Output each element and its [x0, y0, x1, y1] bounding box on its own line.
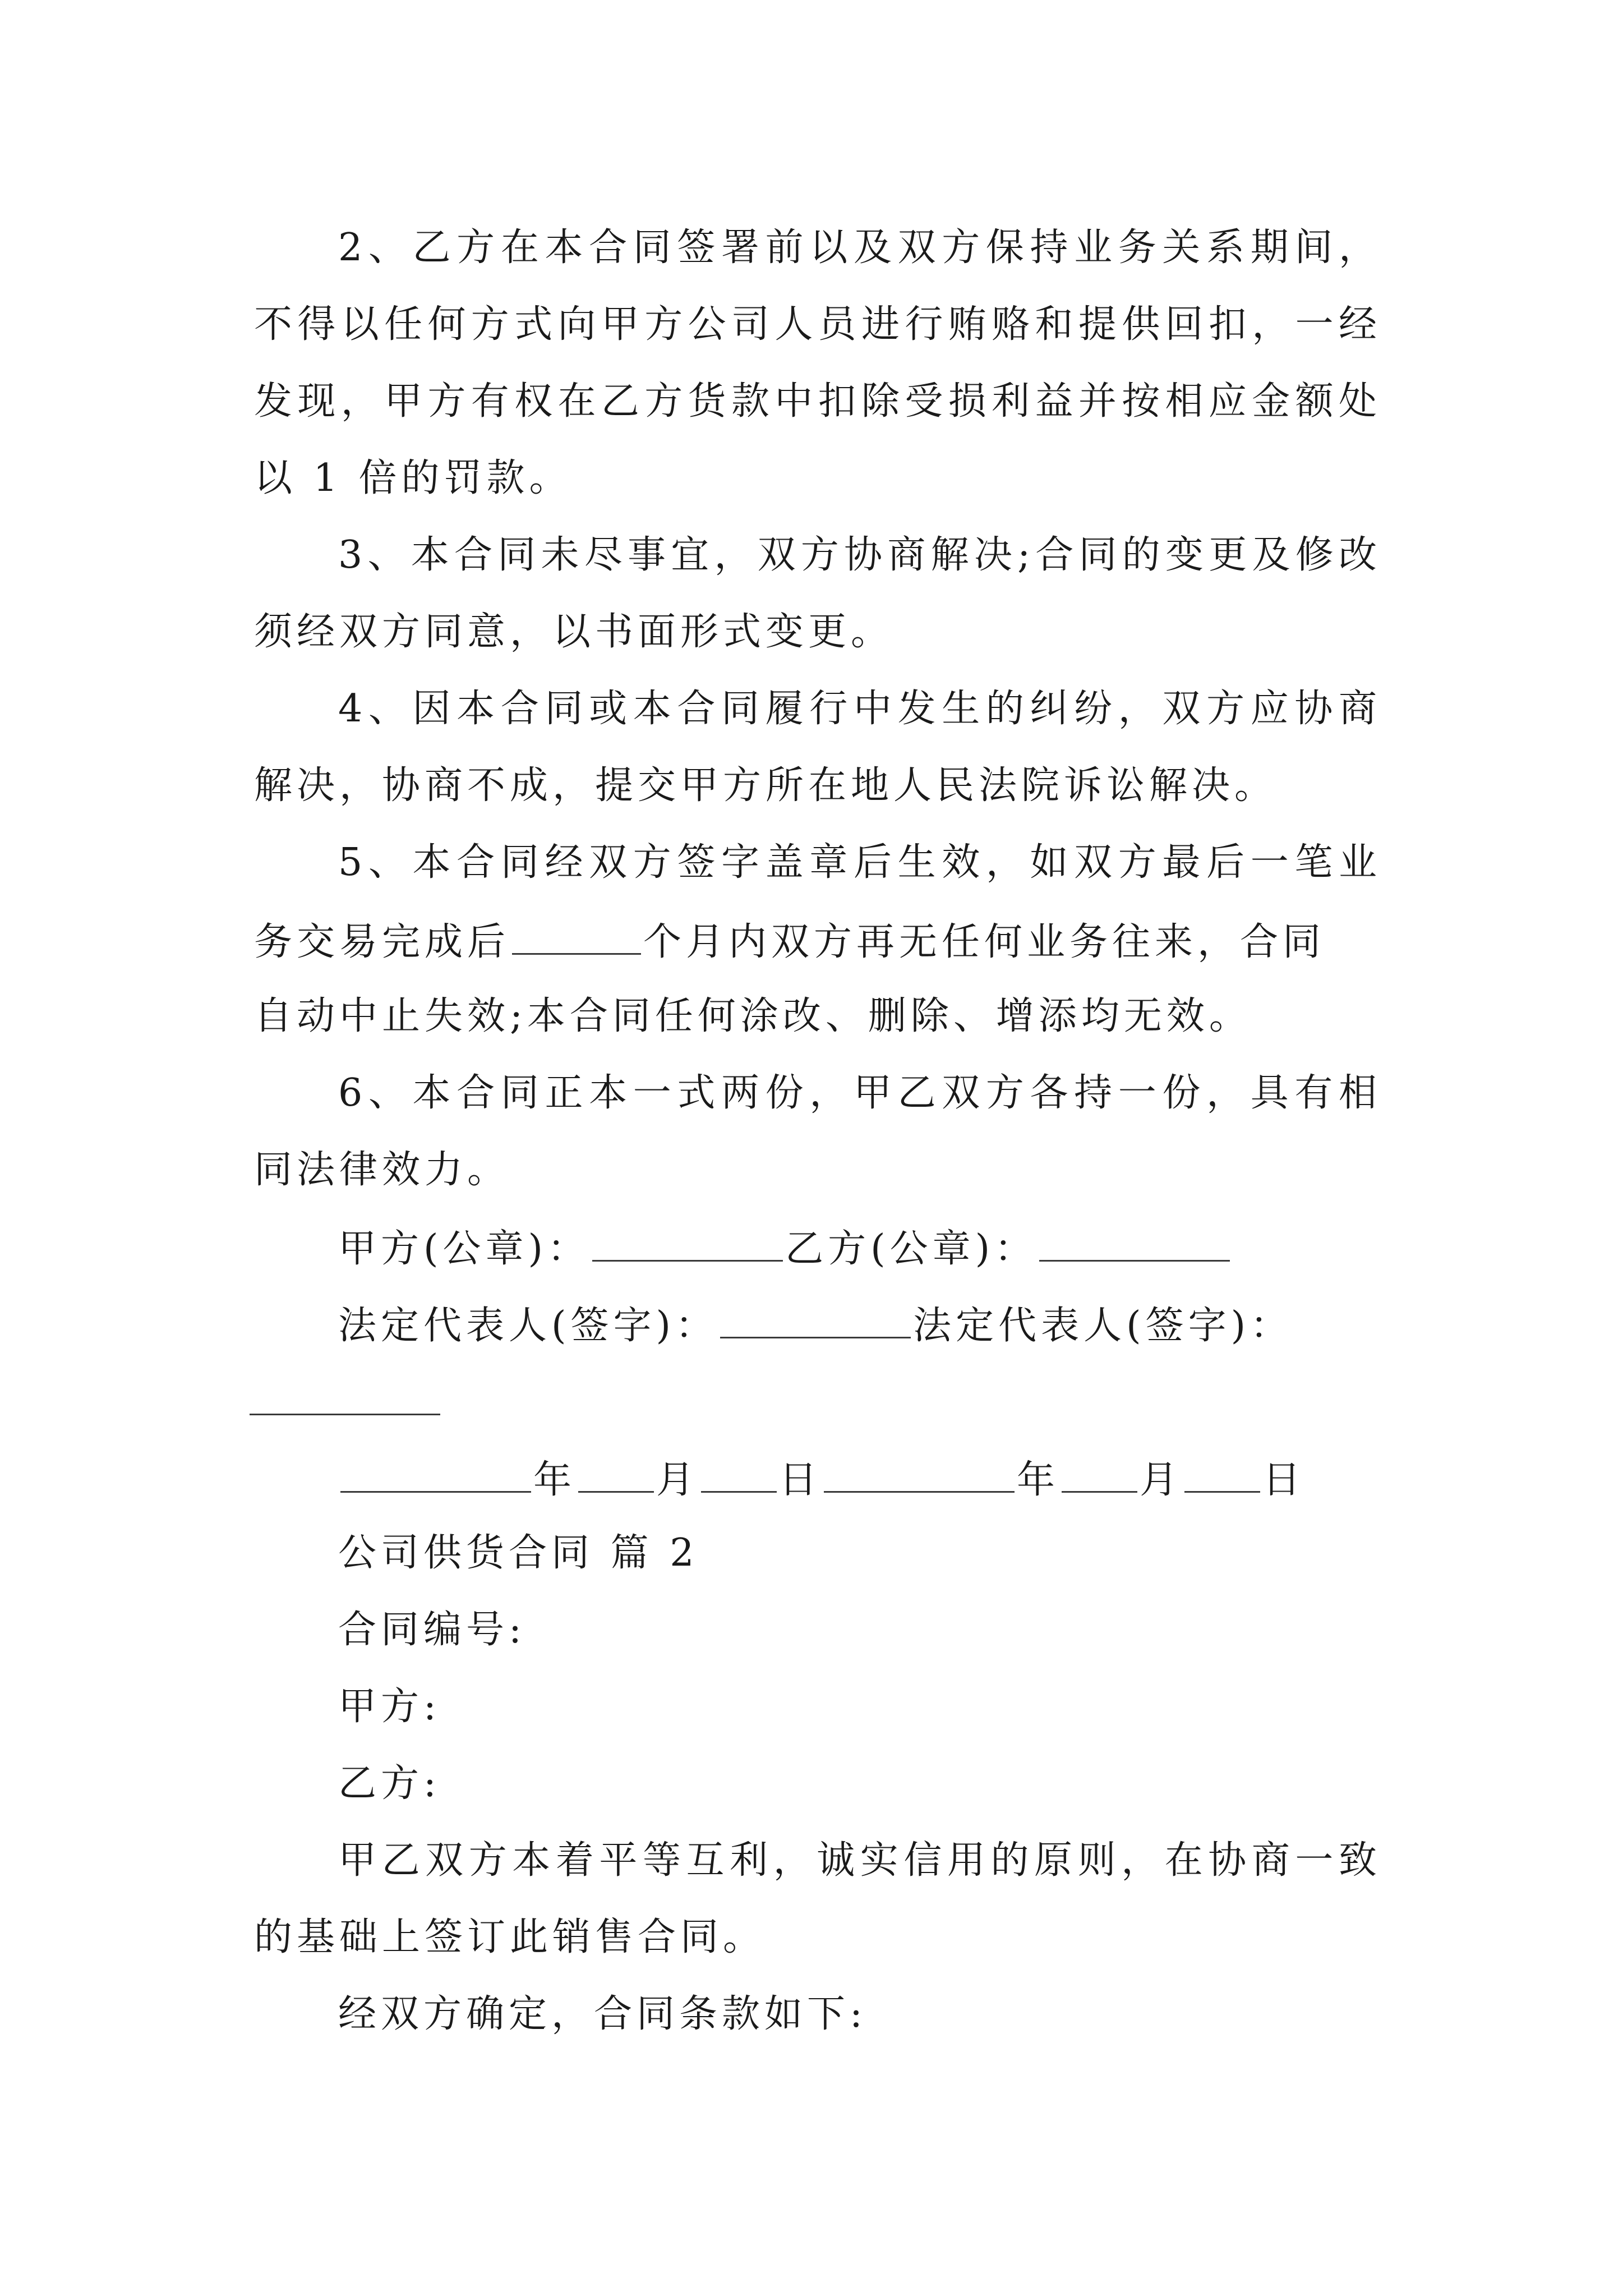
rep-b-blank — [250, 1414, 440, 1415]
clause-3-line-2: 须经双方同意，以书面形式变更。 — [254, 610, 894, 654]
rep-b-label: 法定代表人(签字)： — [913, 1304, 1293, 1348]
month-a-label: 月 — [656, 1458, 699, 1502]
clause-2-line-2: 不得以任何方式向甲方公司人员进行贿赂和提供回扣，一经 — [254, 302, 1381, 347]
clause-5-line-2-start: 务交易完成后 — [254, 920, 510, 964]
clause-4-line-2: 解决，协商不成，提交甲方所在地人民法院诉讼解决。 — [254, 763, 1278, 808]
year-a-blank — [340, 1458, 531, 1493]
party-a-label: 甲方: — [338, 1685, 441, 1729]
clause-2-line-3: 发现，甲方有权在乙方货款中扣除受损利益并按相应金额处 — [254, 379, 1381, 424]
intro-line-2: 的基础上签订此销售合同。 — [254, 1915, 766, 1959]
clause-6-line-1: 6、本合同正本一式两份，甲乙双方各持一份，具有相 — [338, 1071, 1381, 1115]
day-a-label: 日 — [779, 1458, 822, 1502]
day-a-blank — [701, 1458, 777, 1493]
party-b-seal-blank — [1039, 1227, 1230, 1262]
rep-a-label: 法定代表人(签字)： — [338, 1304, 718, 1348]
party-b-label: 乙方: — [338, 1761, 441, 1806]
intro-line-1: 甲乙双方本着平等互利，诚实信用的原则，在协商一致 — [338, 1838, 1381, 1883]
year-a-label: 年 — [533, 1458, 577, 1502]
month-b-label: 月 — [1140, 1458, 1183, 1502]
terms-intro: 经双方确定，合同条款如下: — [338, 1992, 867, 2036]
clause-6-line-2: 同法律效力。 — [254, 1148, 510, 1192]
contract-number-label: 合同编号: — [338, 1608, 526, 1652]
year-b-label: 年 — [1017, 1458, 1060, 1502]
month-b-blank — [1062, 1458, 1137, 1493]
party-a-seal-label: 甲方(公章)： — [338, 1227, 591, 1271]
clause-4-line-1: 4、因本合同或本合同履行中发生的纠纷，双方应协商 — [338, 687, 1381, 731]
day-b-blank — [1184, 1458, 1260, 1493]
party-a-seal-blank — [592, 1227, 783, 1262]
clause-5-line-3: 自动中止失效;本合同任何涂改、删除、增添均无效。 — [254, 994, 1252, 1038]
party-b-seal-label: 乙方(公章)： — [785, 1227, 1038, 1271]
clause-5-line-2 — [254, 920, 1326, 964]
seal-line — [338, 1227, 1232, 1271]
representative-line — [338, 1304, 1293, 1348]
months-blank — [512, 921, 641, 955]
clause-5-line-2-end: 个月内双方再无任何业务往来，合同 — [643, 920, 1326, 964]
clause-2-line-4: 以 1 倍的罚款。 — [254, 456, 572, 500]
date-line — [338, 1458, 1306, 1502]
clause-5-line-1: 5、本合同经双方签字盖章后生效，如双方最后一笔业 — [338, 840, 1381, 885]
year-b-blank — [824, 1458, 1015, 1493]
clause-2-line-1: 2、乙方在本合同签署前以及双方保持业务关系期间， — [338, 226, 1381, 270]
rep-a-blank — [720, 1304, 911, 1338]
month-a-blank — [578, 1458, 654, 1493]
day-b-label: 日 — [1262, 1458, 1306, 1502]
clause-3-line-1: 3、本合同未尽事宜，双方协商解决;合同的变更及修改 — [338, 533, 1381, 577]
section-2-title: 公司供货合同 篇 2 — [338, 1531, 699, 1575]
